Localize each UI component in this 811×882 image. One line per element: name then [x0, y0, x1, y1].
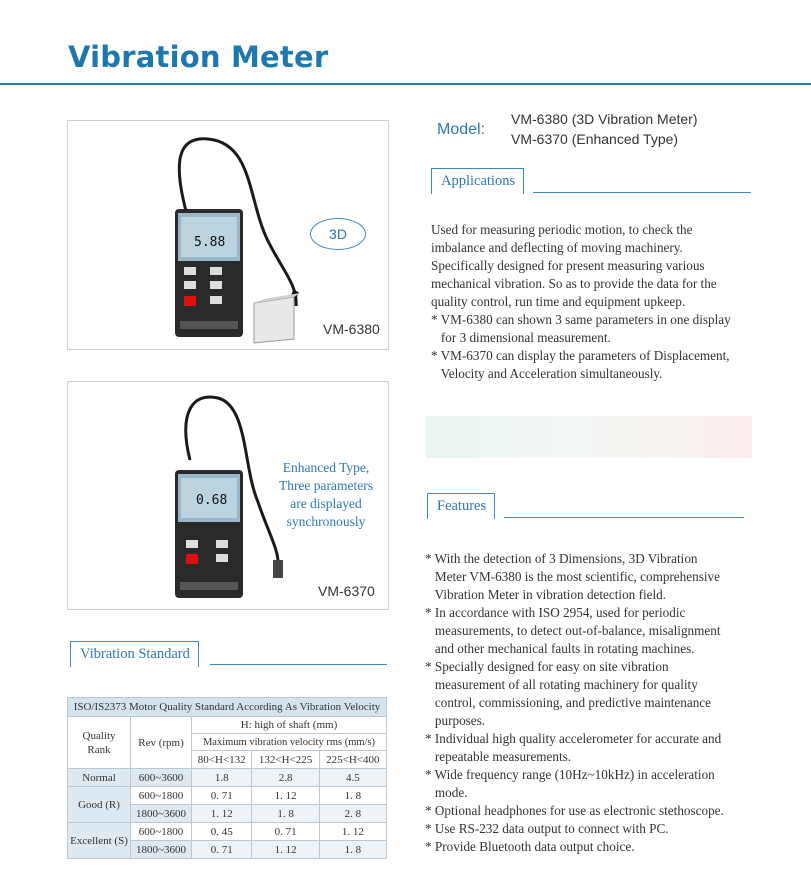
vibration-standard-heading: Vibration Standard — [70, 641, 199, 667]
features-heading: Features — [427, 493, 495, 519]
note-line: Enhanced Type, — [282, 460, 370, 475]
quality-rank-header: Quality Rank — [68, 717, 131, 769]
device-display-value: 5.88 — [194, 235, 226, 250]
vm6380-caption: VM-6380 — [323, 321, 380, 337]
device-display-value: 0.68 — [196, 493, 228, 508]
applications-text: Used for measuring periodic motion, to check the imbalance and deflecting of moving machinery. Specifically designed for present measuring various mechanical vibration. So as to provide the data for the quality control, run time and equipment upkeep. * VM-6380 can shown 3 same parameters in one display for 3 dimensional measurement. * VM-6370 can display the parameters of Displacement, Velocity and Acceleration simultaneously. — [431, 222, 731, 381]
features-text: * With the detection of 3 Dimensions, 3D Vibration Meter VM-6380 is the most scientific, comprehensive Vibration Meter in vibration detection field. * In accordance with ISO 2954, used for periodic measurements, to detect out-of-balance, misalignment and other mechanical faults in rotating machines. * Specially designed for easy on site vibration measurement of all rotating machinery for quality control, commissioning, and predictive maintenance purposes. * Individual high quality accelerometer for accurate and repeatable measurements. * Wide frequency range (10Hz~10kHz) in acceleration mode. * Optional headphones for use as electronic stethoscope. * Use RS-232 data output to connect with PC. * Provide Bluetooth data output choice. — [425, 551, 724, 854]
table-caption: ISO/IS2373 Motor Quality Standard According As Vibration Velocity — [68, 698, 387, 717]
note-line: Three parameters — [278, 478, 374, 493]
decorative-band — [426, 416, 752, 458]
rev-header: Rev (rpm) — [131, 717, 192, 769]
table-row: 1800~3600 0. 71 1. 12 1. 8 — [68, 841, 387, 859]
section-rule — [533, 192, 751, 193]
page-title: Vibration Meter — [68, 40, 329, 74]
shaft-height-header: H: high of shaft (mm) — [192, 717, 387, 734]
table-row: Normal 600~3600 1.8 2.8 4.5 — [68, 769, 387, 787]
table-row: 1800~3600 1. 12 1. 8 2. 8 — [68, 805, 387, 823]
model-line: VM-6380 (3D Vibration Meter) — [511, 111, 698, 127]
max-velocity-header: Maximum vibration velocity rms (mm/s) — [192, 734, 387, 751]
table-row: Good (R) 600~1800 0. 71 1. 12 1. 8 — [68, 787, 387, 805]
range-header: 132<H<225 — [252, 751, 319, 769]
title-divider — [0, 83, 811, 85]
model-label: Model: — [437, 121, 486, 138]
vm6370-caption: VM-6370 — [318, 583, 375, 599]
range-header: 225<H<400 — [319, 751, 386, 769]
note-line: are displayed — [290, 496, 362, 511]
range-header: 80<H<132 — [192, 751, 252, 769]
table-row: Excellent (S) 600~1800 0. 45 0. 71 1. 12 — [68, 823, 387, 841]
enhanced-type-note — [270, 459, 382, 531]
model-line: VM-6370 (Enhanced Type) — [511, 131, 679, 147]
section-rule — [504, 517, 744, 518]
applications-heading: Applications — [431, 168, 524, 194]
3d-badge: 3D — [310, 218, 366, 250]
note-line: synchronously — [286, 514, 366, 529]
section-rule — [210, 664, 387, 665]
vibration-standard-table — [67, 697, 387, 859]
